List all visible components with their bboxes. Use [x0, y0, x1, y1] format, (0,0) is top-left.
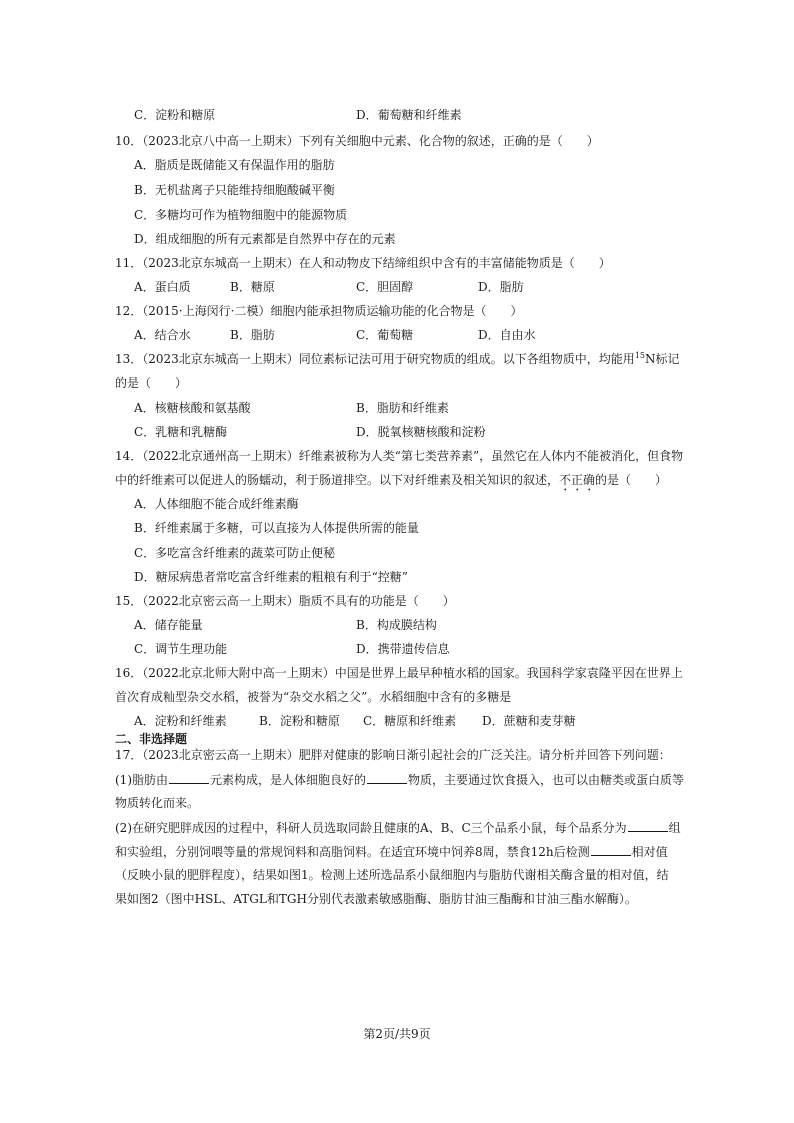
- q11-option-d: D．脂肪: [478, 280, 524, 294]
- q10-stem: 10．（2023北京八中高一上期末）下列有关细胞中元素、化合物的叙述，正确的是（ ）: [115, 134, 599, 148]
- q9-option-d: D．葡萄糖和纤维素: [356, 108, 462, 122]
- q13-option-b: B．脂肪和纤维素: [356, 401, 449, 415]
- answer-blank[interactable]: [169, 771, 209, 784]
- q14-stem-line2: 中的纤维素可以促进人的肠蠕动，利于肠道排空。以下对纤维素及相关知识的叙述，不正确的是（ ）: [115, 473, 668, 487]
- answer-blank[interactable]: [628, 819, 668, 832]
- q17-part1-line2: 物质转化而来。: [115, 796, 200, 810]
- q13-option-c: C．乳糖和乳糖酶: [134, 425, 228, 439]
- q15-stem: 15．（2022北京密云高一上期末）脂质不具有的功能是（ ）: [115, 594, 455, 608]
- q14-emphasis: 不正确: [559, 473, 596, 487]
- q10-option-c: C．多糖均可作为植物细胞中的能源物质: [134, 208, 348, 222]
- q14-stem: 14．（2022北京通州高一上期末）纤维素被称为人类“第七类营养素”，虽然它在人体内不能被消化，但食物: [115, 449, 684, 463]
- q13-stem: 13．（2023北京东城高一上期末）同位素标记法可用于研究物质的组成。以下各组物质中，均能用$^{15}$N标记: [115, 351, 680, 366]
- q16-option-c: C．糖原和纤维素: [363, 714, 457, 728]
- q16-stem-line2: 首次育成籼型杂交水稻，被誉为“杂交水稻之父”。水稻细胞中含有的多糖是: [115, 690, 512, 704]
- q15-option-a: A．储存能量: [134, 618, 203, 632]
- q16-option-b: B．淀粉和糖原: [259, 714, 340, 728]
- q12-stem: 12．（2015·上海闵行·二模）细胞内能承担物质运输功能的化合物是（ ）: [115, 304, 523, 318]
- q13-stem-line2: 的是（ ）: [115, 376, 188, 390]
- q16-option-d: D．蔗糖和麦芽糖: [482, 714, 576, 728]
- q11-option-a: A．蛋白质: [134, 280, 191, 294]
- q13-option-a: A．核糖核酸和氨基酸: [134, 401, 251, 415]
- q17-stem: 17．（2023北京密云高一上期末）肥胖对健康的影响日渐引起社会的广泛关注。请分析并回答下列问题：: [115, 748, 671, 762]
- q15-option-d: D．携带遗传信息: [356, 642, 450, 656]
- q12-option-b: B．脂肪: [230, 328, 275, 342]
- q14-option-a: A．人体细胞不能合成纤维素酶: [134, 497, 299, 511]
- q9-option-c: C．淀粉和糖原: [134, 108, 216, 122]
- q14-option-b: B．纤维素属于多糖，可以直接为人体提供所需的能量: [134, 521, 419, 535]
- q17-part2-line4: 果如图2（图中HSL、ATGL和TGH分别代表激素敏感脂酶、脂肪甘油三酯酶和甘油三酯水解酶）。: [115, 892, 637, 906]
- q10-option-b: B．无机盐离子只能维持细胞酸碱平衡: [134, 183, 335, 197]
- q17-part1: (1)脂肪由 元素构成，是人体细胞良好的 物质，主要通过饮食摄入，也可以由糖类或蛋白质等: [115, 773, 685, 787]
- q12-option-d: D．自由水: [478, 328, 536, 342]
- q16-stem: 16．（2022北京北师大附中高一上期末）中国是世界上最早种植水稻的国家。我国科学家袁隆平因在世界上: [115, 666, 683, 680]
- q17-part2: (2)在研究肥胖成因的过程中，科研人员选取同龄且健康的A、B、C三个品系小鼠，每个品系分为 组: [115, 821, 681, 835]
- q14-option-c: C．多吃富含纤维素的蔬菜可防止便秘: [134, 546, 336, 560]
- q10-option-a: A．脂质是既储能又有保温作用的脂肪: [134, 158, 335, 172]
- answer-blank[interactable]: [367, 771, 407, 784]
- q13-option-d: D．脱氧核糖核酸和淀粉: [356, 425, 486, 439]
- q15-option-b: B．构成膜结构: [356, 618, 437, 632]
- q10-option-d: D．组成细胞的所有元素都是自然界中存在的元素: [134, 232, 396, 246]
- q17-part2-line3: （反映小鼠的肥胖程度），结果如图1。检测上述所选品系小鼠细胞内与脂肪代谢相关酶含量的相对值，结: [115, 868, 669, 882]
- section-title: 二、非选择题: [115, 732, 188, 746]
- q14-option-d: D．糖尿病患者常吃富含纤维素的粗粮有利于“控糖”: [134, 570, 408, 584]
- q11-stem: 11．（2023北京东城高一上期末）在人和动物皮下结缔组织中含有的丰富储能物质是（ ）: [115, 256, 611, 270]
- answer-blank[interactable]: [591, 843, 631, 856]
- q15-option-c: C．调节生理功能: [134, 642, 228, 656]
- q12-option-a: A．结合水: [134, 328, 191, 342]
- q11-option-c: C．胆固醇: [356, 280, 414, 294]
- q12-option-c: C．葡萄糖: [356, 328, 414, 342]
- q11-option-b: B．糖原: [230, 280, 275, 294]
- q16-option-a: A．淀粉和纤维素: [134, 714, 227, 728]
- q17-part2-line2: 和实验组，分别饲喂等量的常规饲料和高脂饲料。在适宜环境中饲养8周，禁食12h后检测 相对值: [115, 845, 668, 859]
- page-number: 第2页/共9页: [363, 1027, 431, 1041]
